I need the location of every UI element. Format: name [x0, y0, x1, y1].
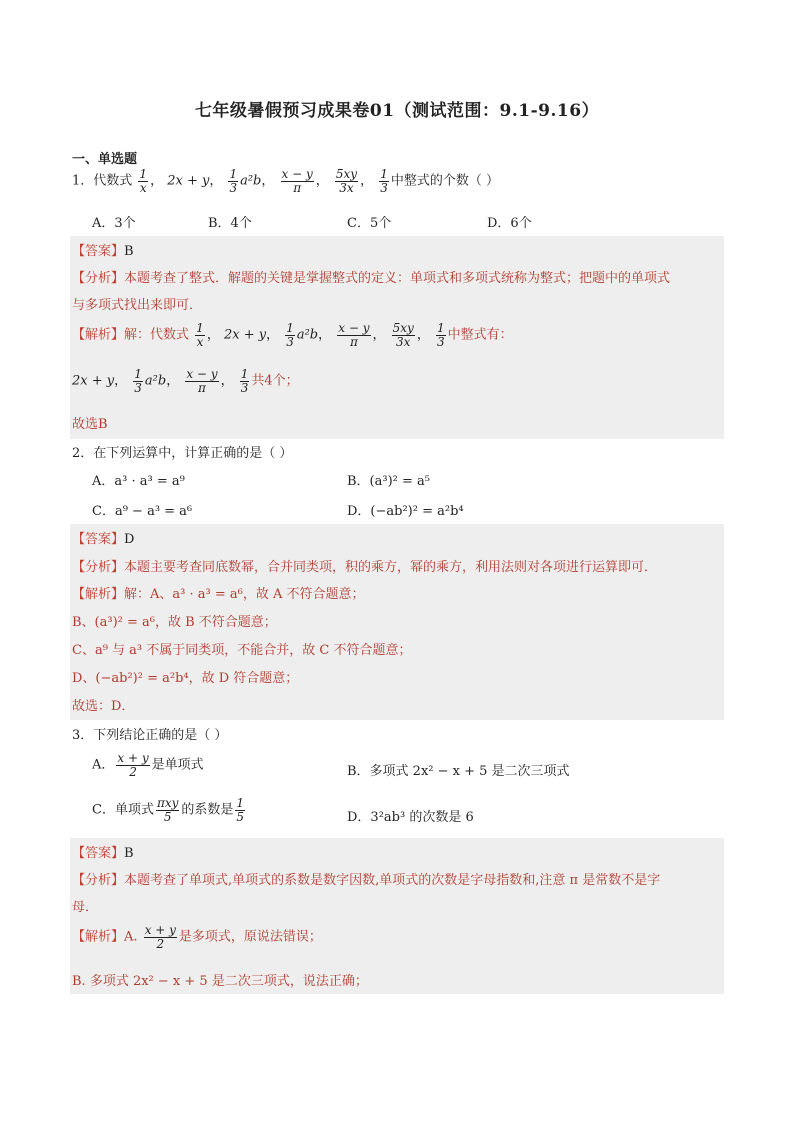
q3-option-c: C．单项式 $\frac{\text{πxy}}{5}$ 的系数是 $\frac{1}{5}$: [92, 796, 245, 824]
q2-solution-2: B、(a³)² = a⁶，故 B 不符合题意；: [72, 615, 277, 630]
q2-analysis: 【分析】本题主要考查同底数幂，合并同类项，积的乘方，幂的乘方，利用法则对各项进行运算即可．: [72, 560, 658, 575]
q2-solution-3: C、a⁹ 与 a³ 不属于同类项，不能合并，故 C 不符合题意；: [72, 643, 412, 658]
q3-stem: 3．下列结论正确的是（ ）: [72, 728, 228, 743]
q2-option-d: D．(−ab²)² = a²b⁴: [347, 504, 464, 519]
q3-answer: 【答案】B: [72, 846, 134, 861]
q1-solution-2: 2x + y， $\frac{1}{3}$ a²b， $\frac{x - y}{\pi}$ ， $\frac{1}{3}$ 共4个；: [72, 367, 299, 395]
q2-option-a: A．a³ · a³ = a⁹: [92, 474, 185, 489]
q3-analysis-cont: 母．: [72, 900, 99, 915]
q3-solution-1: 【解析】A. $\frac{x + y}{2}$ 是多项式，原说法错误；: [72, 923, 322, 951]
q1-solution-1: 【解析】解：代数式 $\frac{1}{x}$ ， 2x + y， $\frac{1}{3}$ a²b， $\frac{x - y}{\pi}$ ， $\frac{5xy}{3x}$ ， $\frac{1}{3}$ 中整式有：: [72, 321, 513, 349]
q1-analysis-cont: 与多项式找出来即可．: [72, 298, 203, 313]
page-title: 七年级暑假预习成果卷01（测试范围：9.1-9.16）: [194, 101, 600, 121]
q3-option-a: A． $\frac{x + y}{2}$ 是单项式: [92, 751, 204, 779]
q1-answer: 【答案】B: [72, 244, 134, 259]
q2-stem: 2．在下列运算中，计算正确的是（ ）: [72, 446, 293, 461]
q1-solution-3: 故选B: [72, 417, 108, 432]
q1-option-c: C．5个: [347, 216, 392, 231]
q3-option-b: B．多项式 2x² − x + 5 是二次三项式: [347, 764, 570, 779]
q1-option-b: B．4个: [208, 216, 252, 231]
q1-option-a: A．3个: [92, 216, 136, 231]
q2-option-c: C．a⁹ − a³ = a⁶: [92, 504, 193, 519]
q2-solution-5: 故选：D．: [72, 699, 135, 714]
q2-option-b: B．(a³)² = a⁵: [347, 474, 430, 489]
q2-solution-1: 【解析】解：A、a³ · a³ = a⁶，故 A 不符合题意；: [72, 587, 365, 602]
q2-answer: 【答案】D: [72, 532, 135, 547]
q3-option-d: D．3²ab³ 的次数是 6: [347, 810, 474, 825]
q3-solution-2: B. 多项式 2x² − x + 5 是二次三项式，说法正确；: [72, 974, 368, 989]
q1-stem: 1．代数式 $\frac{1}{x}$ ， 2x + y， $\frac{1}{3}$ a²b， $\frac{x - y}{\pi}$ ， $\frac{5xy}{3x}$ ， $\frac{1}{3}$ 中整式的个数（ ）: [72, 167, 500, 195]
q3-analysis: 【分析】本题考查了单项式,单项式的系数是数字因数,单项式的次数是字母指数和,注意 π 是常数不是字: [72, 873, 661, 888]
q1-analysis: 【分析】本题考查了整式．解题的关键是掌握整式的定义：单项式和多项式统称为整式；把题中的单项式: [72, 271, 671, 286]
q1-option-d: D．6个: [487, 216, 532, 231]
section-heading: 一、单选题: [72, 152, 138, 167]
q2-solution-4: D、(−ab²)² = a²b⁴，故 D 符合题意；: [72, 671, 299, 686]
